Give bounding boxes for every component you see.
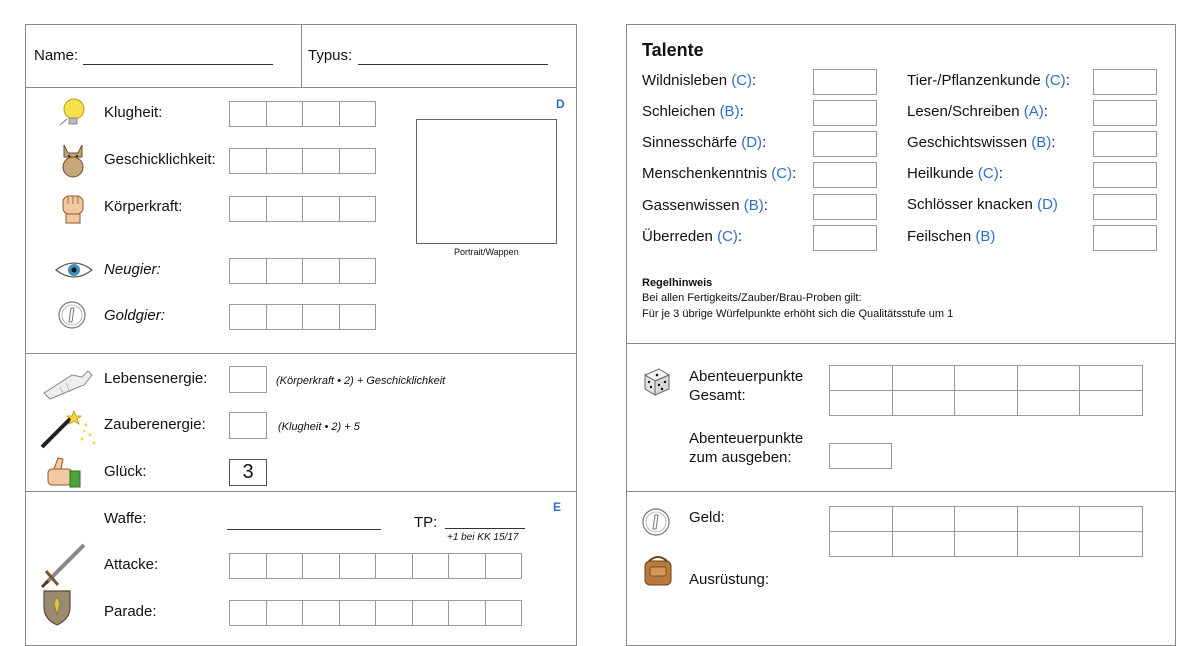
talent-input-box[interactable] — [1093, 131, 1157, 157]
talent-input-box[interactable] — [1093, 69, 1157, 95]
portrait-label: Portrait/Wappen — [454, 247, 519, 257]
attribute-boxes-goldgier[interactable] — [229, 304, 376, 330]
cat-icon — [56, 139, 90, 179]
lebensenergie-box[interactable] — [229, 366, 267, 393]
header-divider — [301, 25, 302, 87]
talent-name: Tier-/Pflanzenkunde (C): — [907, 72, 1070, 89]
talent-name: Lesen/Schreiben (A): — [907, 103, 1048, 120]
thumbs-up-icon — [44, 455, 84, 491]
weapon-label: Waffe: — [104, 510, 147, 527]
attribute-boxes-neugier[interactable] — [229, 258, 376, 284]
section-d-letter: D — [556, 97, 565, 111]
parry-boxes[interactable] — [229, 600, 522, 626]
header-bottom-line — [26, 87, 576, 88]
lightbulb-icon — [56, 95, 90, 129]
talents-title: Talente — [642, 40, 704, 60]
shield-icon — [40, 587, 74, 627]
talent-input-box[interactable] — [1093, 194, 1157, 220]
parry-label: Parade: — [104, 603, 157, 620]
section-divider-2 — [26, 491, 576, 492]
talent-name: Geschichtswissen (B): — [907, 134, 1056, 151]
section-e-letter: E — [553, 500, 562, 514]
rule-title: Regelhinweis — [642, 277, 713, 289]
talent-name: Gassenwissen (B): — [642, 197, 768, 214]
glueck-value: 3 — [242, 461, 254, 483]
talent-input-box[interactable] — [813, 194, 877, 220]
section-divider-xp — [627, 491, 1175, 492]
xp-spend-label-line1: Abenteuerpunkte — [689, 430, 804, 447]
lebensenergie-formula: (Körperkraft • 2) + Geschicklichkeit — [276, 375, 446, 387]
energy-label-lebensenergie: Lebensenergie: — [104, 370, 208, 387]
talent-name: Schleichen (B): — [642, 103, 744, 120]
magic-wand-icon — [38, 407, 98, 451]
tp-label: TP: — [414, 514, 438, 531]
rule-line-1: Bei allen Fertigkeits/Zauber/Brau-Proben gilt: — [642, 292, 862, 304]
sword-icon — [38, 541, 90, 589]
attribute-label-goldgier: Goldgier: — [104, 307, 165, 324]
talent-input-box[interactable] — [813, 131, 877, 157]
tp-note: +1 bei KK 15/17 — [447, 532, 519, 543]
right-character-sheet — [626, 24, 1176, 646]
talent-input-box[interactable] — [1093, 225, 1157, 251]
weapon-field[interactable] — [227, 529, 381, 530]
glueck-box[interactable] — [229, 459, 267, 486]
section-divider-1 — [26, 353, 576, 354]
attribute-label-neugier: Neugier: — [104, 261, 161, 278]
attack-boxes[interactable] — [229, 553, 522, 579]
portrait-frame[interactable] — [416, 119, 557, 244]
money-label: Geld: — [689, 509, 725, 526]
money-grid[interactable] — [829, 506, 1142, 556]
name-field[interactable] — [83, 64, 273, 65]
zauberenergie-box[interactable] — [229, 412, 267, 439]
talent-input-box[interactable] — [1093, 100, 1157, 126]
attribute-boxes-geschicklichkeit[interactable] — [229, 148, 376, 174]
xp-total-label-line1: Abenteuerpunkte — [689, 368, 804, 385]
xp-total-label-line2: Gesamt: — [689, 387, 746, 404]
talent-name: Feilschen (B) — [907, 228, 996, 245]
name-label: Name: — [34, 47, 79, 64]
energy-label-glueck: Glück: — [104, 463, 147, 480]
xp-total-grid[interactable] — [829, 365, 1142, 415]
attribute-label-koerperkraft: Körperkraft: — [104, 198, 183, 215]
attribute-label-geschicklichkeit: Geschicklichkeit: — [104, 151, 216, 168]
talent-input-box[interactable] — [1093, 162, 1157, 188]
xp-spend-label-line2: zum ausgeben: — [689, 449, 792, 466]
rule-line-2: Für je 3 übrige Würfelpunkte erhöht sich die Qualitätsstufe um 1 — [642, 308, 954, 320]
energy-label-zauberenergie: Zauberenergie: — [104, 416, 206, 433]
zauberenergie-formula: (Klugheit • 2) + 5 — [278, 421, 360, 433]
talent-name: Heilkunde (C): — [907, 165, 1003, 182]
talent-name: Wildnisleben (C): — [642, 72, 757, 89]
coin-icon — [57, 300, 87, 330]
talent-name: Sinnesschärfe (D): — [642, 134, 767, 151]
talent-name: Menschenkenntnis (C): — [642, 165, 797, 182]
section-divider-talents — [627, 343, 1175, 344]
backpack-icon — [641, 553, 675, 589]
equipment-label: Ausrüstung: — [689, 571, 770, 588]
coin-icon — [641, 507, 671, 537]
attribute-boxes-koerperkraft[interactable] — [229, 196, 376, 222]
attribute-label-klugheit: Klugheit: — [104, 104, 163, 121]
bandaged-arm-icon — [42, 365, 94, 401]
talent-input-box[interactable] — [813, 69, 877, 95]
talent-name: Schlösser knacken (D) — [907, 196, 1058, 213]
left-character-sheet — [25, 24, 577, 646]
xp-spend-box[interactable] — [829, 443, 892, 469]
talent-input-box[interactable] — [813, 162, 877, 188]
talent-name: Überreden (C): — [642, 228, 743, 245]
fist-icon — [56, 190, 90, 226]
talent-input-box[interactable] — [813, 100, 877, 126]
attack-label: Attacke: — [104, 556, 159, 573]
talent-input-box[interactable] — [813, 225, 877, 251]
typus-label: Typus: — [308, 47, 353, 64]
eye-icon — [54, 258, 94, 282]
dice-icon — [641, 365, 673, 397]
typus-field[interactable] — [358, 64, 548, 65]
attribute-boxes-klugheit[interactable] — [229, 101, 376, 127]
